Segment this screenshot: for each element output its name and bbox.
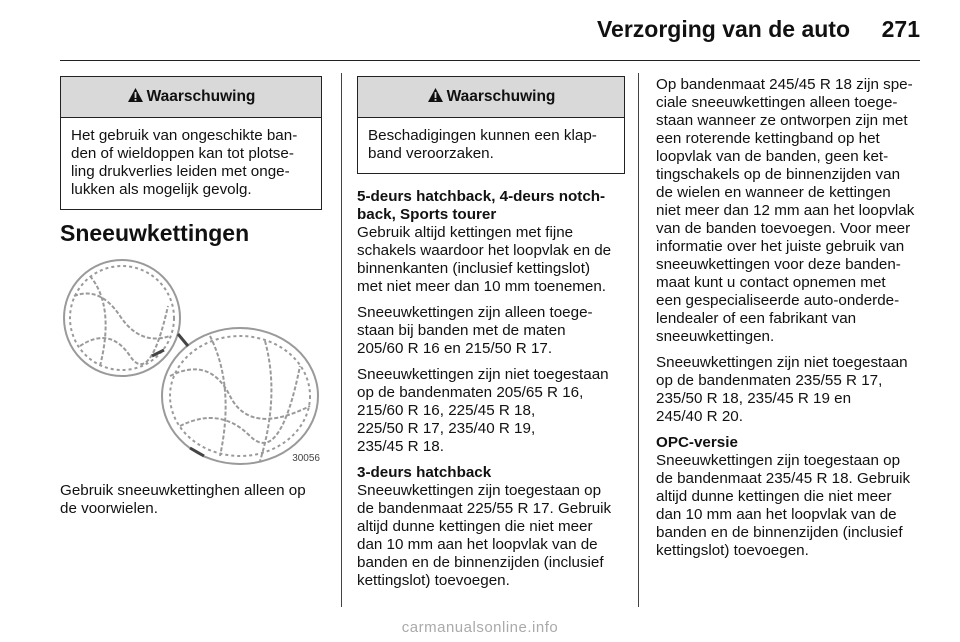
snow-chain-illustration: [60, 256, 322, 470]
header-rule: [60, 60, 920, 61]
warning-title: Waarschuwing: [146, 88, 256, 105]
image-code: 30056: [292, 453, 320, 464]
column-divider: [341, 73, 342, 607]
warning-box: [60, 76, 322, 210]
warning-body: [61, 118, 321, 209]
column-divider: [638, 73, 639, 607]
paragraph: Sneeuwkettingen zijn niet toegestaan op de bandenmaten 235/55 R 17, 235/50 R 18, 235/45 R 19 en 245/40 R 20.: [656, 354, 908, 425]
warning-body: [358, 118, 624, 173]
paragraph: Sneeuwkettingen zijn alleen toege- staan bij banden met de maten 205/60 R 16 en 215/50 R 17.: [357, 304, 593, 357]
paragraph: Sneeuwkettingen zijn niet toegestaan op de bandenmaten 205/65 R 16, 215/60 R 16, 225/45 R 18, 225/50 R 17, 235/40 R 19, 235/45 R 18.: [357, 366, 609, 455]
page-header: [0, 0, 960, 60]
warning-title: Waarschuwing: [446, 88, 556, 105]
warning-header: [358, 77, 624, 118]
page-title: Verzorging van de auto: [596, 16, 850, 42]
section-title: Sneeuwkettingen: [60, 220, 250, 246]
warning-triangle-icon: [127, 87, 144, 108]
warning-line: band veroorzaken.: [368, 145, 494, 162]
warning-line: Het gebruik van ongeschikte ban-: [71, 127, 298, 144]
paragraph: 3-deurs hatchback Sneeuwkettingen zijn toegestaan op de bandenmaat 225/55 R 17. Gebruik altijd dunne kettingen die niet meer dan 10 mm aan het loopvlak van de banden en de binnenzijden (inclusief kettingslot) toevoegen.: [357, 464, 612, 589]
warning-line: den of wieldoppen kan tot plotse-: [71, 145, 294, 162]
page-number: 271: [881, 16, 920, 42]
watermark: carmanualsonline.info: [401, 619, 559, 636]
middle-column: [357, 76, 625, 598]
warning-box: [357, 76, 625, 174]
paragraph: OPC-versie Sneeuwkettingen zijn toegestaan op de bandenmaat 235/45 R 18. Gebruik altijd dunne kettingen die niet meer dan 10 mm aan het loopvlak van de banden en de binnenzijden (inclusief kettingslot) toevoegen.: [656, 434, 911, 559]
right-column: [656, 76, 924, 568]
warning-line: ling drukverlies leiden met onge-: [71, 163, 290, 180]
left-column: [60, 76, 322, 526]
warning-triangle-icon: [427, 87, 444, 108]
warning-line: lukken als mogelijk gevolg.: [71, 181, 252, 198]
paragraph: Op bandenmaat 245/45 R 18 zijn spe- ciale sneeuwkettingen alleen toege- staan wanneer ze ontworpen zijn met een roterende kettingband op het loopvlak van de banden, geen ket- tingschakels op de binnenzijden van de wielen en wanneer de kettingen niet meer dan 12 mm aan het loopvlak van de banden toevoegen. Voor meer informatie over het juiste gebruik van sneeuwkettingen voor deze banden- maat kunt u contact opnemen met een gespecialiseerde auto-onderde- lendealer of een fabrikant van sneeuwkettingen.: [656, 76, 915, 345]
paragraph: 5-deurs hatchback, 4-deurs notch- back, Sports tourer Gebruik altijd kettingen met fijne schakels waardoor het loopvlak en de binnenkanten (inclusief kettingslot) met niet meer dan 10 mm toenemen.: [357, 188, 612, 295]
caption: Gebruik sneeuwkettinghen alleen op de voorwielen.: [60, 482, 306, 517]
warning-line: Beschadigingen kunnen een klap-: [368, 127, 597, 144]
warning-header: [61, 77, 321, 118]
